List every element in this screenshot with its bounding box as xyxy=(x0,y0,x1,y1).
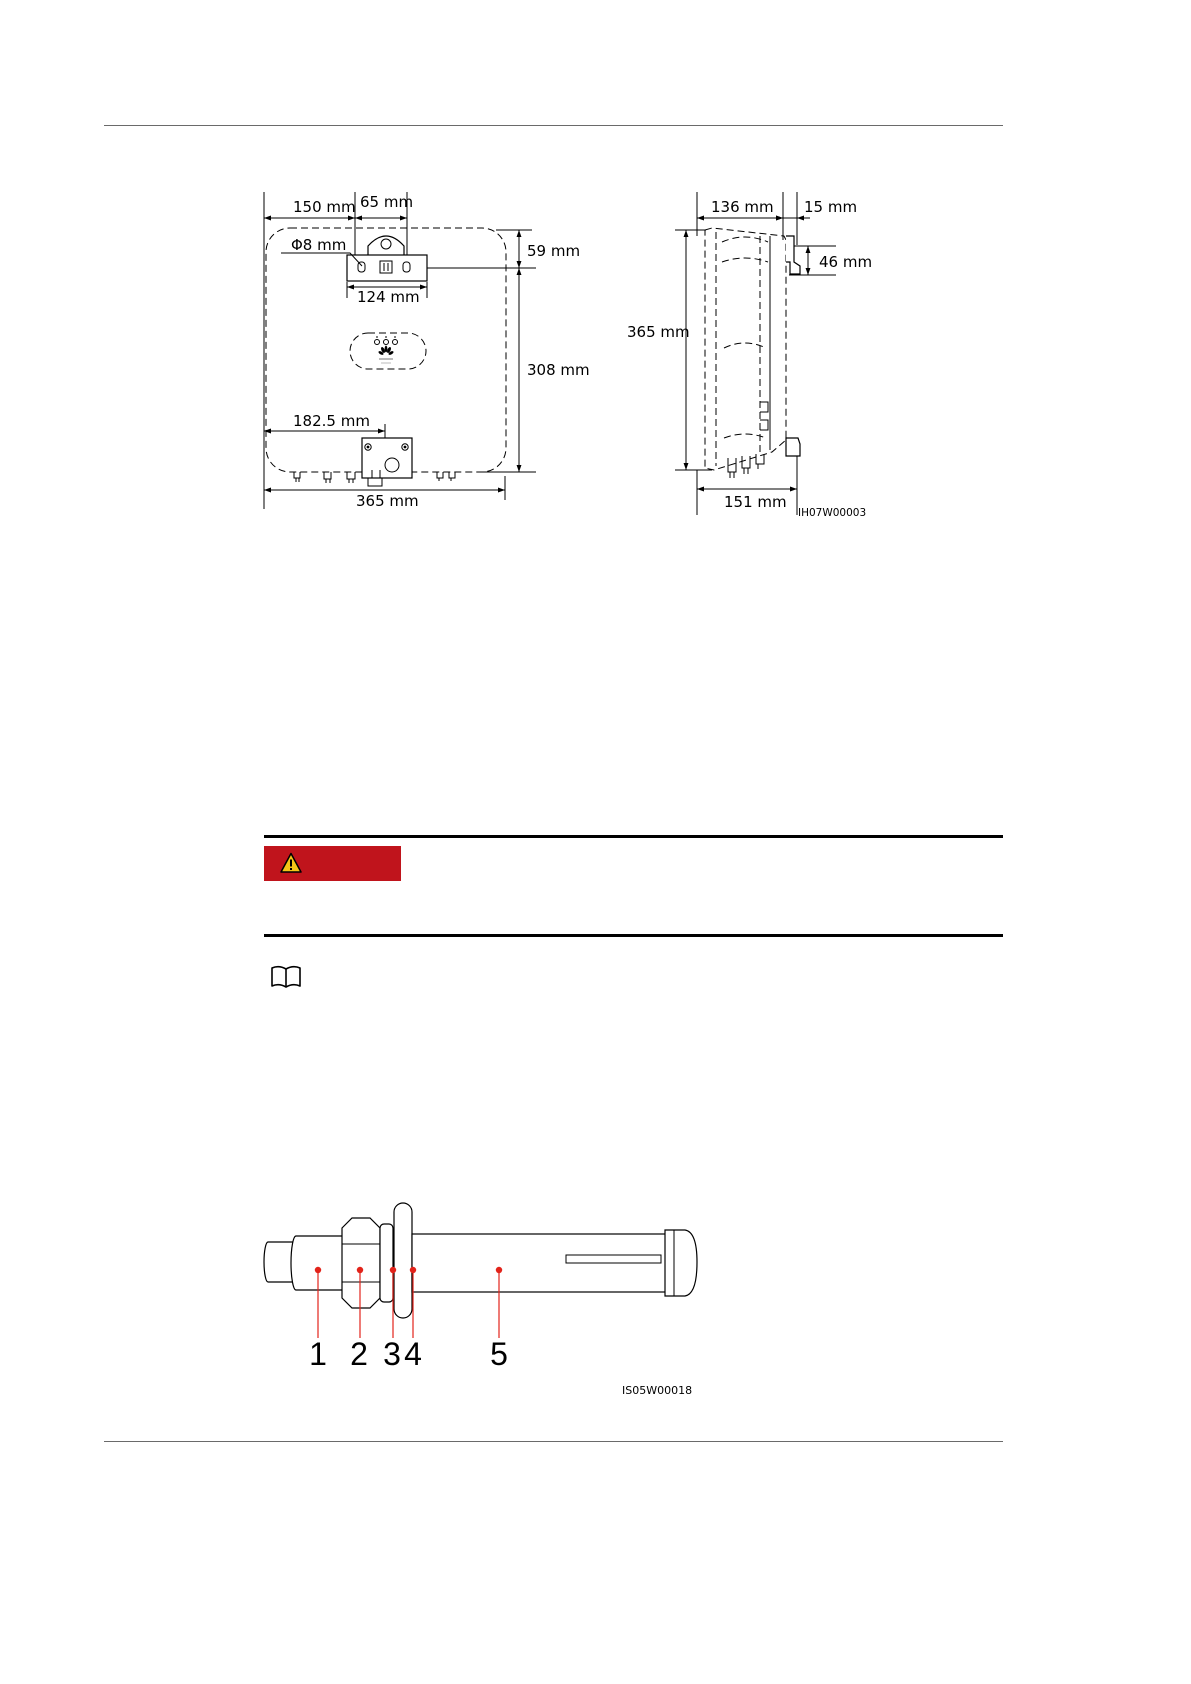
dim-label-hole-to-bottom: 308 mm xyxy=(527,361,590,379)
logo-panel xyxy=(350,333,426,369)
rear-mounting-bracket xyxy=(786,236,800,456)
led-indicator-icon xyxy=(384,340,389,345)
figure-id: IH07W00003 xyxy=(798,507,867,519)
callout-number: 4 xyxy=(404,1336,422,1372)
dim-label-left-to-hole: 150 mm xyxy=(293,198,356,216)
led-indicator-icon xyxy=(375,340,380,345)
bottom-connectors xyxy=(728,454,764,478)
header-rule xyxy=(104,125,1003,126)
danger-bottom-rule xyxy=(264,934,1003,937)
dim-label-overall-height: 365 mm xyxy=(627,323,690,341)
dim-label-depth-top: 136 mm xyxy=(711,198,774,216)
dim-label-overall-width: 365 mm xyxy=(356,492,419,510)
callout-number: 2 xyxy=(350,1336,368,1372)
danger-label xyxy=(264,846,401,881)
figure-front-view xyxy=(250,185,590,525)
dim-label-depth-bottom: 151 mm xyxy=(724,493,787,511)
led-indicator-icon xyxy=(393,340,398,345)
figure-side-view xyxy=(615,185,875,525)
dim-label-hole-diameter: Φ8 mm xyxy=(291,236,347,254)
brand-logo-icon xyxy=(378,346,394,356)
danger-top-rule xyxy=(264,835,1003,838)
figure-id: IS05W00018 xyxy=(622,1384,693,1397)
spring-washer xyxy=(380,1224,393,1302)
dim-label-hole-to-hole: 65 mm xyxy=(360,193,414,211)
callout-number: 1 xyxy=(309,1336,327,1372)
extension-lines xyxy=(675,192,836,515)
lower-mounting-bracket xyxy=(362,438,412,486)
figure-expansion-bolt xyxy=(255,1195,700,1400)
dim-label-bracket-height: 46 mm xyxy=(819,253,873,271)
upper-mounting-bracket xyxy=(347,236,427,281)
dim-label-top-to-hole: 59 mm xyxy=(527,242,581,260)
footer-rule xyxy=(104,1441,1003,1442)
dim-label-bracket-depth: 15 mm xyxy=(804,198,858,216)
inverter-side-profile xyxy=(705,228,786,470)
open-book-icon xyxy=(270,964,302,990)
expansion-sleeve xyxy=(412,1230,697,1296)
dim-label-bracket-width: 124 mm xyxy=(357,288,420,306)
callout-number: 5 xyxy=(490,1336,508,1372)
flat-washer xyxy=(394,1203,412,1318)
warning-triangle-icon xyxy=(280,852,302,874)
bolt-stud xyxy=(264,1236,343,1290)
dim-label-left-to-lower-bracket: 182.5 mm xyxy=(293,412,370,430)
hex-nut xyxy=(342,1218,380,1308)
callout-number: 3 xyxy=(383,1336,401,1372)
